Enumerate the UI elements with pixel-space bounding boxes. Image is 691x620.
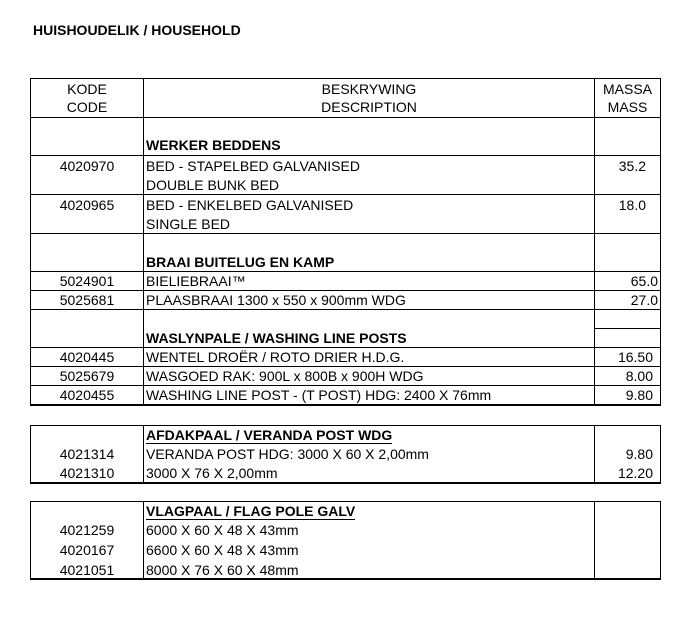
column-divider	[594, 501, 595, 580]
table-border	[30, 78, 660, 79]
table-border	[30, 425, 31, 484]
product-description: BED - STAPELBED GALVANISED	[146, 158, 360, 174]
product-mass: 65.0	[630, 273, 658, 289]
product-description: 6000 X 60 X 48 X 43mm	[146, 522, 299, 538]
product-description: WASHING LINE POST - (T POST) HDG: 2400 X 76mm	[146, 387, 492, 403]
header-kode: KODE	[67, 81, 107, 97]
table-border	[30, 78, 31, 406]
product-mass: 27.0	[630, 292, 658, 308]
product-code: 4020970	[59, 158, 115, 174]
table-border	[30, 117, 660, 118]
table-border	[30, 501, 31, 580]
section-heading	[146, 426, 392, 445]
header-mass: MASS	[607, 99, 648, 115]
row-divider	[30, 194, 660, 195]
product-description: 6600 X 60 X 48 X 43mm	[146, 542, 299, 558]
section-heading: WERKER BEDDENS	[146, 137, 281, 153]
column-divider	[594, 78, 595, 406]
product-description: SINGLE BED	[146, 216, 231, 232]
column-divider	[143, 501, 144, 580]
section-heading-text: AFDAKPAAL / VERANDA POST WDG	[146, 427, 393, 443]
table-border	[660, 501, 661, 580]
product-mass: 9.80	[625, 446, 653, 462]
product-code: 4020445	[59, 349, 115, 365]
product-mass: 18.0	[618, 197, 646, 213]
product-code: 4021314	[59, 446, 115, 462]
column-divider	[143, 425, 144, 484]
product-code: 4020965	[59, 197, 115, 213]
product-code: 4021310	[59, 465, 115, 481]
table-border	[660, 425, 661, 484]
column-divider	[143, 78, 144, 406]
header-code: CODE	[66, 99, 108, 115]
product-description: VERANDA POST HDG: 3000 X 60 X 2,00mm	[146, 446, 429, 462]
product-description: WENTEL DROËR / ROTO DRIER H.D.G.	[146, 349, 405, 365]
product-code: 5024901	[59, 273, 115, 289]
product-mass: 8.00	[625, 368, 653, 384]
product-description: WASGOED RAK: 900L x 800B x 900H WDG	[146, 368, 424, 384]
product-code: 4020167	[59, 542, 115, 558]
table-border	[660, 78, 661, 406]
product-code: 4021259	[59, 522, 115, 538]
section-heading	[146, 502, 355, 521]
row-divider	[30, 155, 660, 156]
header-description: DESCRIPTION	[321, 99, 417, 115]
product-description: PLAASBRAAI 1300 x 550 x 900mm WDG	[146, 292, 406, 308]
section-heading: BRAAI BUITELUG EN KAMP	[146, 254, 335, 270]
product-code: 4021051	[59, 562, 115, 578]
product-mass: 35.2	[618, 158, 646, 174]
product-description: DOUBLE BUNK BED	[146, 177, 280, 193]
product-description: BED - ENKELBED GALVANISED	[146, 197, 354, 213]
product-description: 8000 X 76 X 60 X 48mm	[146, 562, 299, 578]
product-code: 4020455	[59, 387, 115, 403]
row-divider	[30, 233, 660, 234]
column-divider	[594, 425, 595, 484]
product-mass: 12.20	[617, 465, 653, 481]
product-code: 5025681	[59, 292, 115, 308]
product-mass: 16.50	[617, 349, 653, 365]
product-mass: 9.80	[625, 387, 653, 403]
product-description: 3000 X 76 X 2,00mm	[146, 465, 278, 481]
header-massa: MASSA	[602, 81, 652, 97]
section-heading: WASLYNPALE / WASHING LINE POSTS	[146, 330, 407, 346]
row-divider	[594, 328, 660, 329]
header-beskrywing: BESKRYWING	[321, 81, 417, 97]
product-code: 5025679	[59, 368, 115, 384]
page-title: HUISHOUDELIK / HOUSEHOLD	[33, 22, 241, 38]
product-description: BIELIEBRAAI™	[146, 273, 246, 289]
section-heading-text: VLAGPAAL / FLAG POLE GALV	[146, 503, 356, 519]
